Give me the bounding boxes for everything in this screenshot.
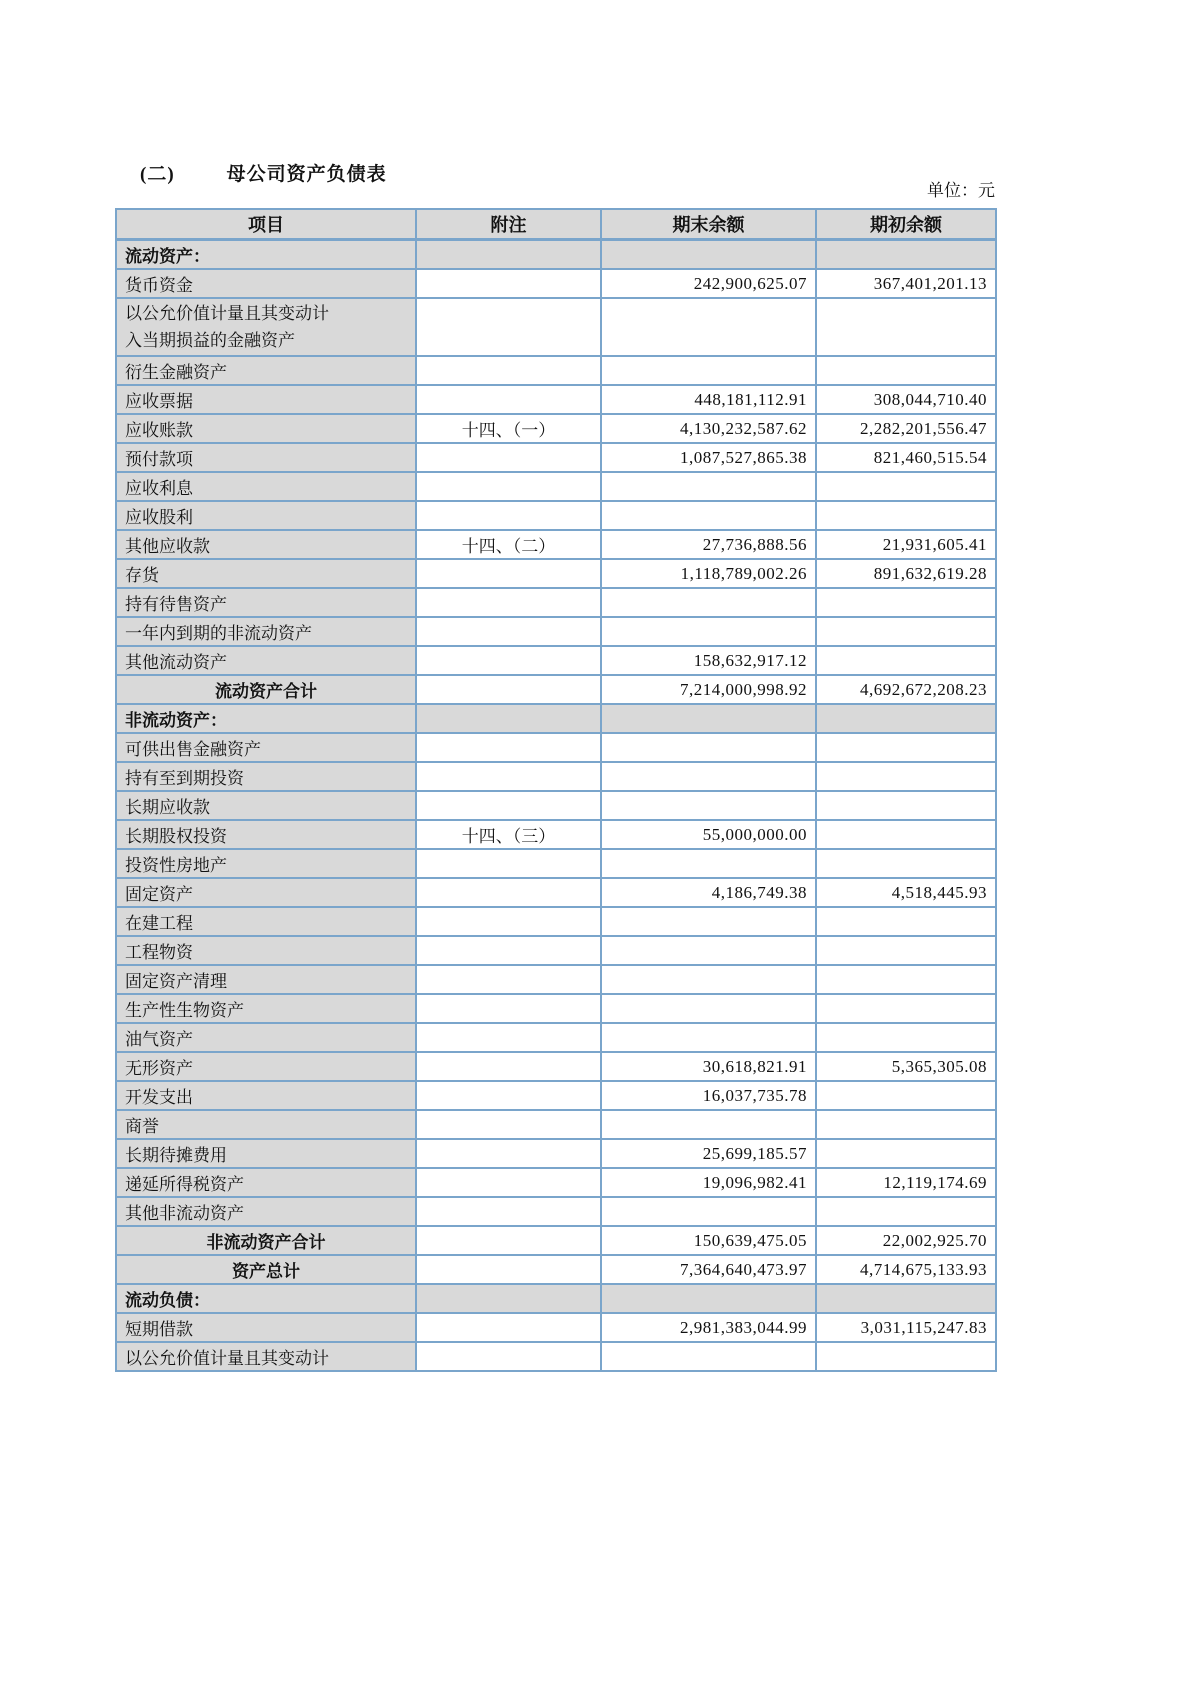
beginning-balance-cell	[816, 1197, 996, 1226]
total-row	[116, 1226, 996, 1255]
table-row	[116, 617, 996, 646]
note-cell	[416, 1139, 601, 1168]
page-title	[117, 137, 387, 208]
beginning-balance-cell: 891,632,619.28	[816, 559, 996, 588]
row-label-cell: 递延所得税资产	[116, 1168, 416, 1197]
section-row	[116, 704, 996, 733]
table-row	[116, 936, 996, 965]
unit-label: 单位：元	[927, 181, 995, 200]
beginning-balance-cell	[816, 240, 996, 270]
table-row	[116, 1342, 996, 1371]
note-cell	[416, 356, 601, 385]
row-label-cell: 商誉	[116, 1110, 416, 1139]
row-label-cell: 其他流动资产	[116, 646, 416, 675]
table-row	[116, 994, 996, 1023]
row-label-cell: 以公允价值计量且其变动计	[116, 1342, 416, 1371]
ending-balance-cell	[601, 965, 816, 994]
beginning-balance-cell	[816, 1110, 996, 1139]
column-header-beginning-balance: 期初余额	[816, 209, 996, 240]
table-row	[116, 530, 996, 559]
ending-balance-cell	[601, 240, 816, 270]
note-cell	[416, 559, 601, 588]
beginning-balance-cell: 4,518,445.93	[816, 878, 996, 907]
beginning-balance-cell	[816, 501, 996, 530]
ending-balance-cell: 4,186,749.38	[601, 878, 816, 907]
beginning-balance-cell	[816, 849, 996, 878]
ending-balance-cell: 1,118,789,002.26	[601, 559, 816, 588]
note-cell	[416, 472, 601, 501]
ending-balance-cell	[601, 1110, 816, 1139]
note-cell	[416, 1226, 601, 1255]
table-row	[116, 1197, 996, 1226]
beginning-balance-cell: 5,365,305.08	[816, 1052, 996, 1081]
table-row	[116, 356, 996, 385]
column-header-ending-balance: 期末余额	[601, 209, 816, 240]
note-cell	[416, 704, 601, 733]
row-label-cell: 以公允价值计量且其变动计 入当期损益的金融资产	[116, 298, 416, 356]
table-row	[116, 501, 996, 530]
title-text: 母公司资产负债表	[226, 164, 387, 185]
table-row	[116, 298, 996, 356]
row-label-cell: 持有待售资产	[116, 588, 416, 617]
row-label-cell: 其他应收款	[116, 530, 416, 559]
beginning-balance-cell	[816, 965, 996, 994]
row-label-cell: 在建工程	[116, 907, 416, 936]
ending-balance-cell: 7,214,000,998.92	[601, 675, 816, 704]
ending-balance-cell	[601, 1342, 816, 1371]
beginning-balance-cell: 22,002,925.70	[816, 1226, 996, 1255]
ending-balance-cell: 2,981,383,044.99	[601, 1313, 816, 1342]
row-label-cell: 预付款项	[116, 443, 416, 472]
ending-balance-cell: 150,639,475.05	[601, 1226, 816, 1255]
ending-balance-cell	[601, 1197, 816, 1226]
table-row	[116, 878, 996, 907]
table-row	[116, 1110, 996, 1139]
ending-balance-cell: 55,000,000.00	[601, 820, 816, 849]
table-row	[116, 588, 996, 617]
note-cell	[416, 1342, 601, 1371]
ending-balance-cell	[601, 298, 816, 356]
table-row	[116, 820, 996, 849]
beginning-balance-cell: 12,119,174.69	[816, 1168, 996, 1197]
note-cell	[416, 588, 601, 617]
note-cell	[416, 762, 601, 791]
note-cell	[416, 1255, 601, 1284]
table-row	[116, 1023, 996, 1052]
note-cell	[416, 1023, 601, 1052]
total-row	[116, 675, 996, 704]
beginning-balance-cell: 4,714,675,133.93	[816, 1255, 996, 1284]
note-cell	[416, 1168, 601, 1197]
beginning-balance-cell	[816, 762, 996, 791]
note-cell	[416, 849, 601, 878]
note-cell	[416, 1081, 601, 1110]
note-cell	[416, 1197, 601, 1226]
ending-balance-cell	[601, 1023, 816, 1052]
beginning-balance-cell: 821,460,515.54	[816, 443, 996, 472]
balance-sheet-table	[115, 208, 997, 1372]
row-label-cell: 短期借款	[116, 1313, 416, 1342]
table-row	[116, 559, 996, 588]
row-label-cell: 可供出售金融资产	[116, 733, 416, 762]
ending-balance-cell	[601, 936, 816, 965]
column-header-item: 项目	[116, 209, 416, 240]
row-label-cell: 长期股权投资	[116, 820, 416, 849]
ending-balance-cell: 30,618,821.91	[601, 1052, 816, 1081]
row-label-cell: 衍生金融资产	[116, 356, 416, 385]
note-cell	[416, 443, 601, 472]
note-cell	[416, 298, 601, 356]
ending-balance-cell: 27,736,888.56	[601, 530, 816, 559]
balance-sheet-body	[116, 240, 996, 1372]
ending-balance-cell	[601, 1284, 816, 1313]
row-label-cell: 投资性房地产	[116, 849, 416, 878]
table-row	[116, 443, 996, 472]
row-label-cell: 工程物资	[116, 936, 416, 965]
beginning-balance-cell	[816, 1342, 996, 1371]
beginning-balance-cell: 4,692,672,208.23	[816, 675, 996, 704]
ending-balance-cell: 16,037,735.78	[601, 1081, 816, 1110]
note-cell	[416, 936, 601, 965]
row-label-cell: 开发支出	[116, 1081, 416, 1110]
ending-balance-cell: 4,130,232,587.62	[601, 414, 816, 443]
note-cell	[416, 907, 601, 936]
row-label-cell: 存货	[116, 559, 416, 588]
note-cell	[416, 878, 601, 907]
table-row	[116, 1168, 996, 1197]
table-row	[116, 762, 996, 791]
beginning-balance-cell: 3,031,115,247.83	[816, 1313, 996, 1342]
beginning-balance-cell	[816, 646, 996, 675]
row-label-cell: 固定资产	[116, 878, 416, 907]
note-cell	[416, 1052, 601, 1081]
beginning-balance-cell	[816, 472, 996, 501]
section-row	[116, 240, 996, 270]
note-cell	[416, 617, 601, 646]
note-cell	[416, 385, 601, 414]
column-header-note: 附注	[416, 209, 601, 240]
beginning-balance-cell: 2,282,201,556.47	[816, 414, 996, 443]
row-label-cell: 应收票据	[116, 385, 416, 414]
ending-balance-cell	[601, 791, 816, 820]
table-row	[116, 965, 996, 994]
row-label-cell: 货币资金	[116, 269, 416, 298]
ending-balance-cell	[601, 356, 816, 385]
note-cell: 十四、（三）	[416, 820, 601, 849]
table-row	[116, 1052, 996, 1081]
beginning-balance-cell: 308,044,710.40	[816, 385, 996, 414]
beginning-balance-cell: 367,401,201.13	[816, 269, 996, 298]
note-cell	[416, 675, 601, 704]
note-cell	[416, 269, 601, 298]
row-label-cell: 固定资产清理	[116, 965, 416, 994]
beginning-balance-cell	[816, 1139, 996, 1168]
row-label-cell: 无形资产	[116, 1052, 416, 1081]
beginning-balance-cell	[816, 907, 996, 936]
beginning-balance-cell	[816, 791, 996, 820]
note-cell	[416, 1313, 601, 1342]
ending-balance-cell: 242,900,625.07	[601, 269, 816, 298]
section-label-cell: 非流动资产：	[116, 704, 416, 733]
beginning-balance-cell: 21,931,605.41	[816, 530, 996, 559]
row-label-cell: 其他非流动资产	[116, 1197, 416, 1226]
row-label-cell: 生产性生物资产	[116, 994, 416, 1023]
ending-balance-cell	[601, 588, 816, 617]
table-row	[116, 414, 996, 443]
note-cell	[416, 646, 601, 675]
note-cell	[416, 965, 601, 994]
beginning-balance-cell	[816, 994, 996, 1023]
ending-balance-cell: 158,632,917.12	[601, 646, 816, 675]
title-numbering: (二)	[140, 164, 175, 185]
ending-balance-cell	[601, 849, 816, 878]
table-row	[116, 385, 996, 414]
row-label-cell: 应收利息	[116, 472, 416, 501]
note-cell	[416, 1110, 601, 1139]
row-label-cell: 长期待摊费用	[116, 1139, 416, 1168]
row-label-cell: 非流动资产合计	[116, 1226, 416, 1255]
table-row	[116, 1313, 996, 1342]
table-row	[116, 849, 996, 878]
ending-balance-cell: 1,087,527,865.38	[601, 443, 816, 472]
table-row	[116, 269, 996, 298]
beginning-balance-cell	[816, 1081, 996, 1110]
table-header-row	[116, 209, 996, 240]
section-label-cell: 流动资产：	[116, 240, 416, 270]
row-label-cell: 持有至到期投资	[116, 762, 416, 791]
ending-balance-cell: 19,096,982.41	[601, 1168, 816, 1197]
note-cell	[416, 994, 601, 1023]
ending-balance-cell	[601, 501, 816, 530]
beginning-balance-cell	[816, 356, 996, 385]
note-cell: 十四、（一）	[416, 414, 601, 443]
note-cell	[416, 791, 601, 820]
beginning-balance-cell	[816, 820, 996, 849]
row-label-cell: 油气资产	[116, 1023, 416, 1052]
ending-balance-cell	[601, 472, 816, 501]
row-label-cell: 应收股利	[116, 501, 416, 530]
note-cell: 十四、（二）	[416, 530, 601, 559]
beginning-balance-cell	[816, 704, 996, 733]
table-row	[116, 907, 996, 936]
ending-balance-cell	[601, 907, 816, 936]
table-row	[116, 791, 996, 820]
note-cell	[416, 733, 601, 762]
ending-balance-cell: 448,181,112.91	[601, 385, 816, 414]
table-row	[116, 1139, 996, 1168]
row-label-cell: 流动资产合计	[116, 675, 416, 704]
ending-balance-cell: 7,364,640,473.97	[601, 1255, 816, 1284]
table-row	[116, 472, 996, 501]
table-row	[116, 733, 996, 762]
row-label-cell: 长期应收款	[116, 791, 416, 820]
beginning-balance-cell	[816, 936, 996, 965]
beginning-balance-cell	[816, 733, 996, 762]
note-cell	[416, 1284, 601, 1313]
beginning-balance-cell	[816, 588, 996, 617]
beginning-balance-cell	[816, 1023, 996, 1052]
ending-balance-cell: 25,699,185.57	[601, 1139, 816, 1168]
ending-balance-cell	[601, 704, 816, 733]
table-row	[116, 646, 996, 675]
total-row	[116, 1255, 996, 1284]
ending-balance-cell	[601, 994, 816, 1023]
beginning-balance-cell	[816, 617, 996, 646]
beginning-balance-cell	[816, 298, 996, 356]
beginning-balance-cell	[816, 1284, 996, 1313]
ending-balance-cell	[601, 762, 816, 791]
note-cell	[416, 240, 601, 270]
row-label-cell: 应收账款	[116, 414, 416, 443]
table-row	[116, 1081, 996, 1110]
ending-balance-cell	[601, 617, 816, 646]
row-label-cell: 资产总计	[116, 1255, 416, 1284]
row-label-cell: 一年内到期的非流动资产	[116, 617, 416, 646]
section-label-cell: 流动负债：	[116, 1284, 416, 1313]
note-cell	[416, 501, 601, 530]
ending-balance-cell	[601, 733, 816, 762]
section-row	[116, 1284, 996, 1313]
